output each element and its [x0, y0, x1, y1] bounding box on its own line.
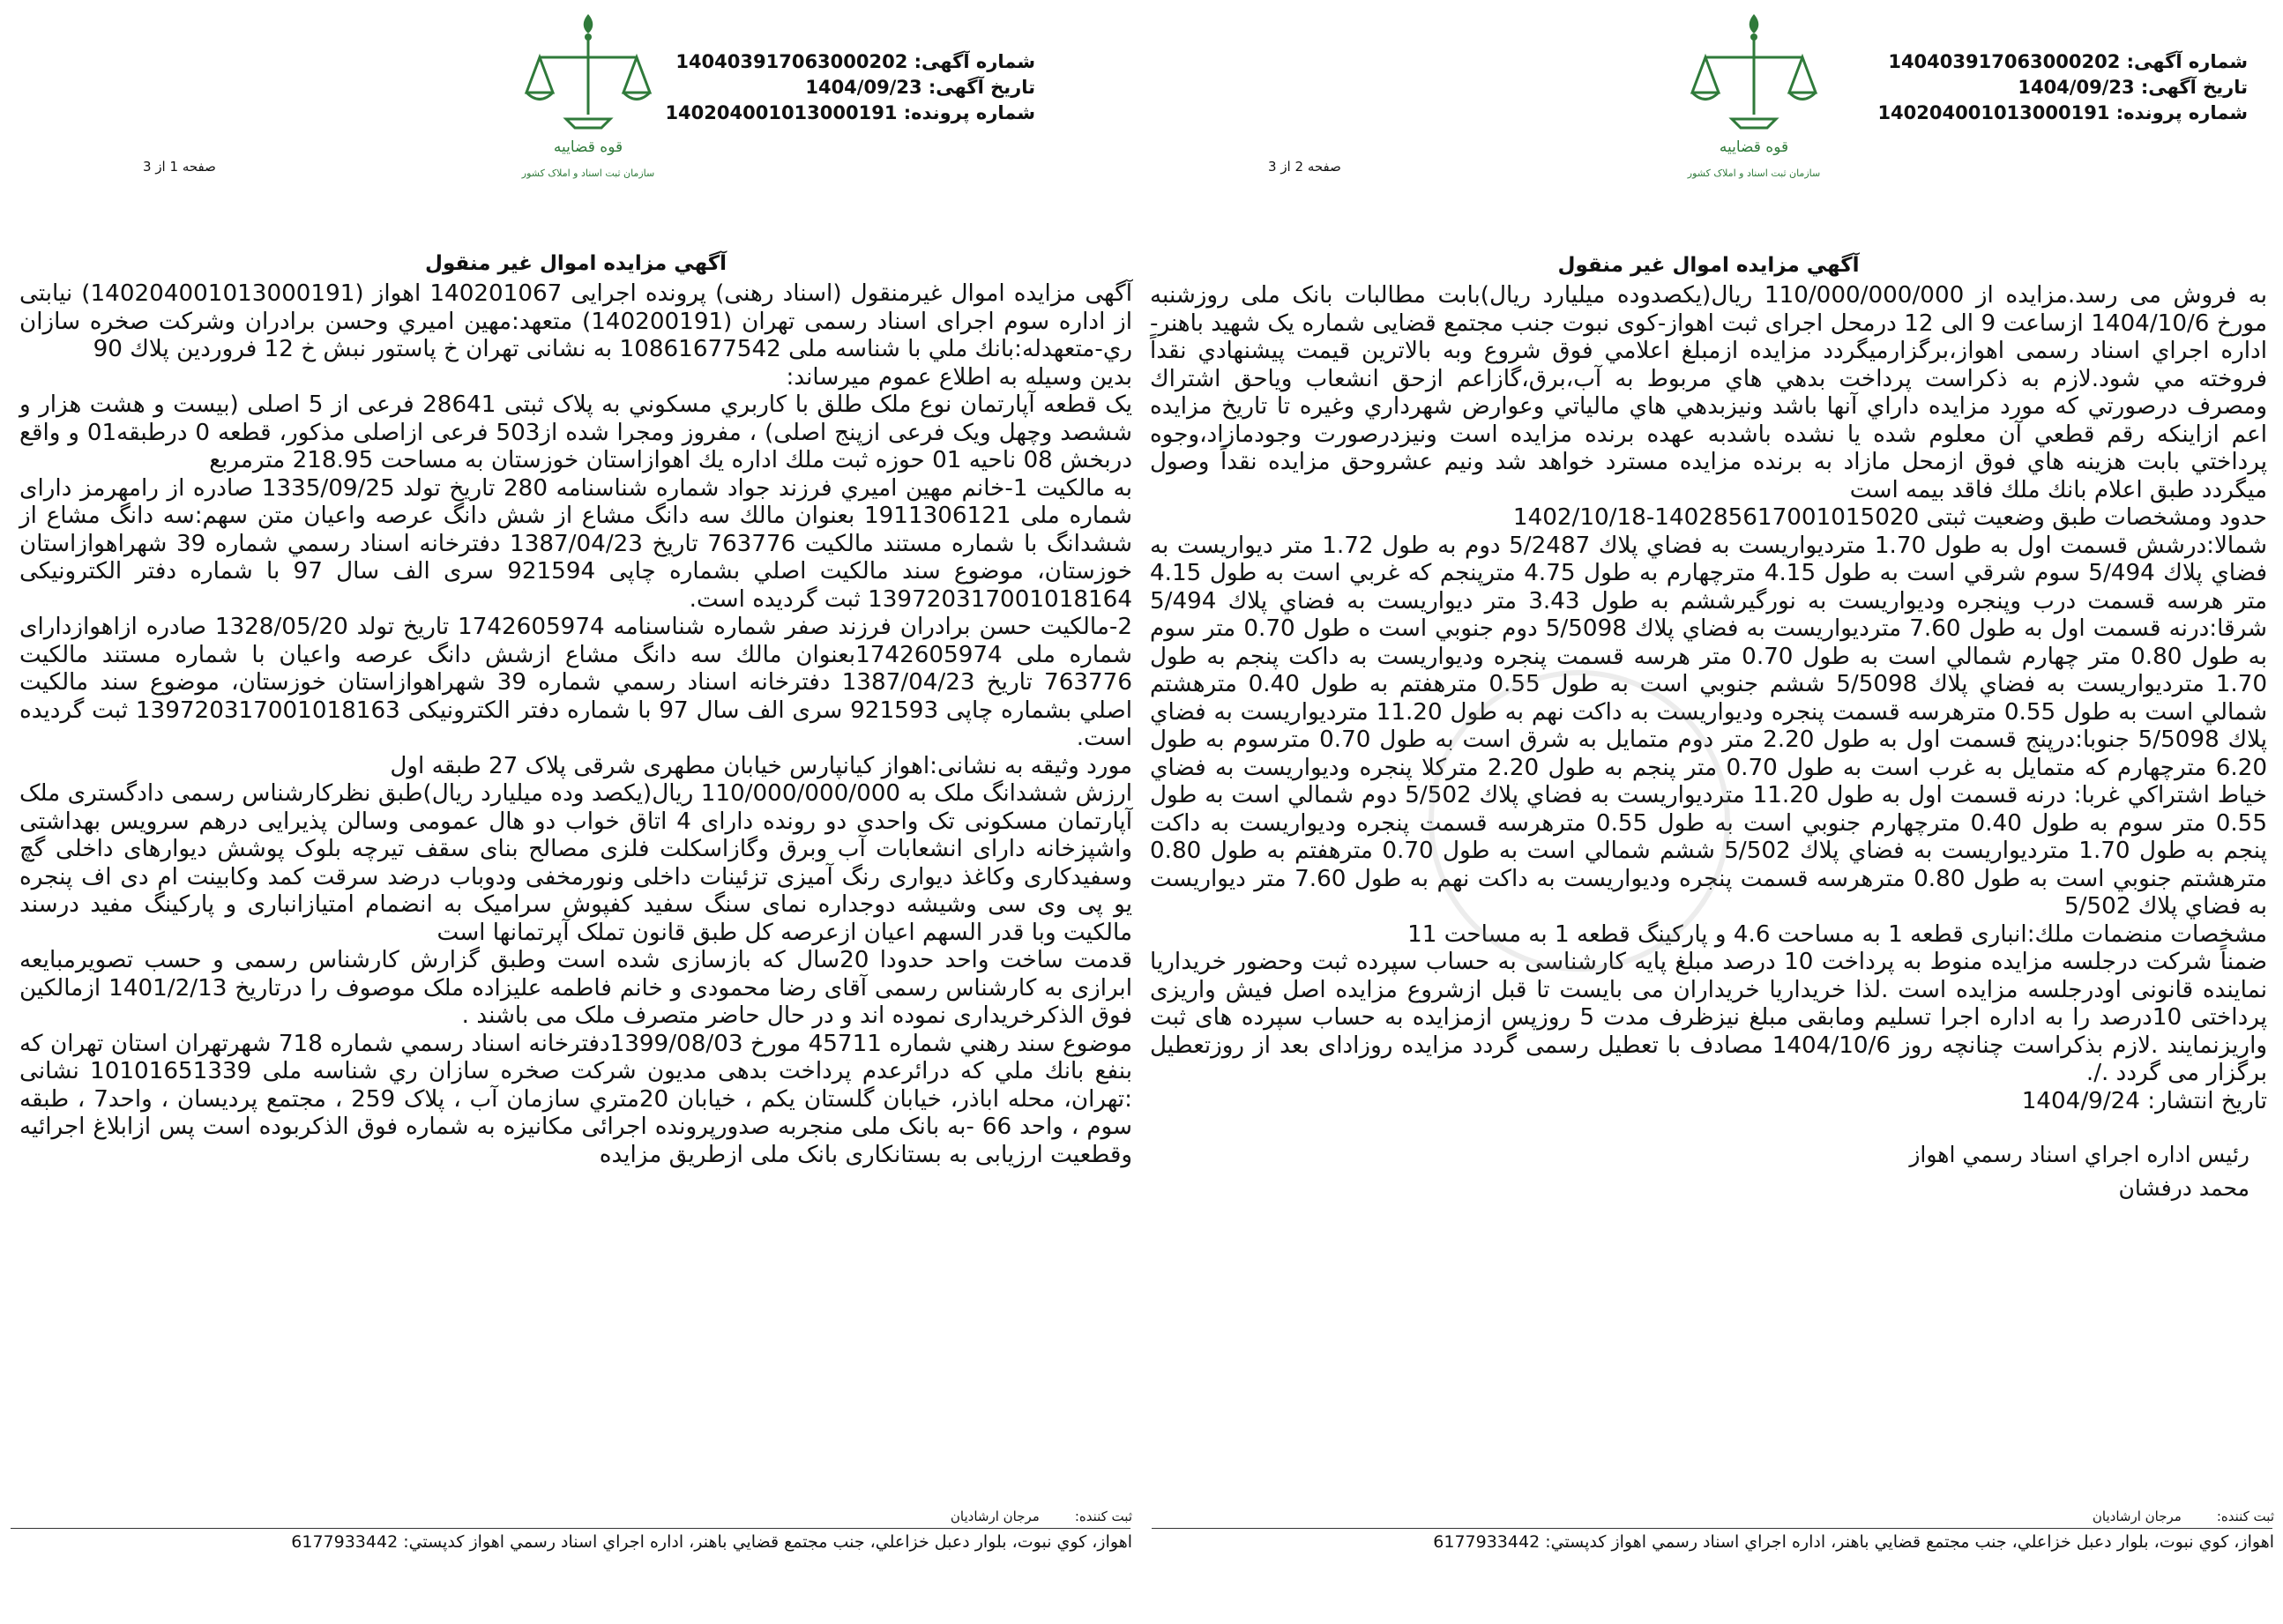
signature-name: محمد درفشان [2118, 1175, 2249, 1201]
paragraph: قدمت ساخت واحد حدودا 20سال که بازسازی شده است وطبق گزارش کارشناس رسمی و حسب تصویرمبایعه ابرازی به کارشناس رسمی آقای رضا محمودی و خانم فاطمه علیزاده ملک موصوف را درتاریخ 1401/2/13 ازمالکین فوق الذکرخریداری نموده اند و در حال حاضر متصرف ملک می باشند . [19, 947, 1133, 1029]
ad-meta [1877, 49, 2248, 126]
paragraph: به مالکيت 1-خانم مهين اميري فرزند جواد شماره شناسنامه 280 تاريخ تولد 1335/09/25 صادره از رامهرمز دارای شماره ملی 1911306121 بعنوان مالك سه دانگ مشاع از شش دانگ عرصه واعيان متن سهم:سه دانگ مشاع از ششدانگ با شماره مستند مالكيت 763776 تاریخ 1387/04/23 دفترخانه اسناد رسمي شماره 39 شهراهوازاستان خوزستان، موضوع سند مالكيت اصلي بشماره چاپی 921594 سری الف سال 97 با شماره دفتر الکترونیکی 139720317001018164 ثبت گرديده است. [19, 474, 1133, 613]
ad-number: شماره آگهی: 140403917063000202 [1888, 51, 2248, 72]
publish-date: تاریخ انتشار: 1404/9/24 [2021, 1087, 2267, 1114]
page-header [1150, 0, 2267, 220]
page-footer [1150, 1505, 2274, 1555]
paragraph: 2-مالکيت حسن برادران فرزند صفر شماره شناسنامه 1742605974 تاريخ تولد 1328/05/20 صادره ازاهوازدارای شماره ملی 1742605974بعنوان مالك سه دانگ مشاع ازشش دانگ عرصه واعيان با شماره مستند مالكيت 763776 تاریخ 1387/04/23 دفترخانه اسناد رسمي شماره 39 شهراهوازاستان خوزستان، موضوع سند مالكيت اصلي بشماره چاپی 921593 سری الف سال 97 با شماره دفتر الکترونیکی 139720317001018163 ثبت گرديده است. [19, 614, 1132, 751]
document-title: آگهي مزايده اموال غير منقول [424, 252, 727, 275]
paragraph: حدود ومشخصات طبق وضعيت ثبتی 140285617001015020-1402/10/18 [1512, 504, 2267, 531]
registrar-label: ثبت کننده: [2216, 1509, 2274, 1524]
svg-text:قوه قضاییه: قوه قضاییه [1719, 138, 1789, 156]
document-body [1150, 282, 2267, 1115]
paragraph: مورد وثيقه به نشانی:اهواز کیانپارس خیابان مطهری شرقی پلاک 27 طبقه اول [390, 752, 1132, 779]
ad-number: شماره آگهی: 140403917063000202 [675, 51, 1035, 72]
file-number: شماره پرونده: 140204001013000191 [1877, 102, 2248, 123]
page-header [19, 0, 1132, 220]
paragraph: مشخصات منضمات ملك:انباری قطعه 1 به مساحت 4.6 و پارکینگ قطعه 1 به مساحت 11 [1407, 920, 2267, 948]
judiciary-emblem-icon [1679, 9, 1829, 190]
paragraph: ضمناً شرکت درجلسه مزایده منوط به پرداخت 10 درصد مبلغ پایه کارشناسی به حساب سپرده ثبت وحضور خریداریا نماینده قانونی اودرجلسه مزایده است .لذا خریداریا خریداران می بایست تا قبل ازشروع مزایده اصل فیش واریزی پرداختی 10درصد را به اداره اجرا تسلیم ومابقی مبلغ نیزظرف مدت 5 روزپس ازمزایده به حساب سپرده های ثبت واریزنمایند .لازم بذکراست چنانچه روز 1404/10/6 مصادف با تعطیل رسمی گردد مزایده روزادای بعد از روزتعطیل برگزار می گردد ./. [1150, 949, 2267, 1086]
judiciary-emblem-icon [513, 9, 663, 190]
paragraph: ارزش ششدانگ ملک به 110/000/000/000 ریال(یکصد وده میلیارد ریال)طبق نظرکارشناس رسمی دادگستری ملک آپارتمان مسکونی تک واحدی دو رونده دارای 4 اتاق خواب دو هال عمومی وسالن پذیرایی درهم سرویس بهداشتی واشپزخانه دارای انشعابات آب وبرق وگازاسکلت فلزی مصالح بنای سقف تیرچه بلوک پوشش دیوارهای داخلی گچ وسفیدکاری وکاغذ دیواری رنگ آمیزی تزئینات داخلی ونورمخفی ودوباب درضد سرقت کمد وکابینت ام دی اف پنجره یو پی وی سی وشیشه دوجداره نمای سنگ سفید کفپوش سرامیک به انضمام امتیازانباری و پارکینگ مفید درسند مالکیت وبا قدر السهم اعیان ازعرصه کل طبق قانون تملک آپرتمانها است [19, 780, 1132, 946]
ad-date: تاریخ آگهی: 1404/09/23 [805, 77, 1035, 98]
paragraph: به فروش می رسد.مزایده از 110/000/000/000 ریال(یکصدوده میلیارد ریال)بابت مطالبات بانک ملی روزشنبه مورخ 1404/10/6 ازساعت 9 الی 12 درمحل اجرای ثبت اهواز-کوی نبوت جنب مجتمع قضایی شماره یک شهید باهنر-اداره اجراي اسناد رسمی اهواز،برگزارمیگردد مزایده ازمبلغ اعلامي فوق شروع وبه بالاترين قيمت پيشنهادي نقداً فروخته مي شود.لازم به ذكراست پرداخت بدهي هاي مربوط به آب،برق،گازاعم ازحق انشعاب وياحق اشتراك ومصرف درصورتي كه مورد مزايده داراي آنها باشد ونيزبدهي هاي مالياتي وعوارض شهرداري وغيره تا تاريخ مزايده اعم ازاينكه رقم قطعي آن معلوم شده يا نشده باشدبه عهده برنده مزايده است ونيزدرصورت وجودمازاد،وجوه پرداختي بابت هزينه هاي فوق ازمحل مازاد به برنده مزايده مسترد خواهد شد ونيم عشروحق مزايده نقداً وصول ميگردد طبق اعلام بانك ملك فاقد بيمه است [1150, 282, 2267, 503]
page-number: صفحه 2 از 3 [1268, 159, 1341, 175]
document-page-2 [1141, 0, 2283, 1624]
svg-text:قوه قضاییه: قوه قضاییه [553, 138, 623, 156]
footer-address: اهواز، كوي نبوت، بلوار دعبل خزاعلي، جنب مجتمع قضايي باهنر، اداره اجراي اسناد رسمي اهواز كدپستي: 6177933442 [1433, 1532, 2274, 1552]
ad-date: تاریخ آگهی: 1404/09/23 [2018, 77, 2248, 98]
svg-text:سازمان ثبت اسناد و املاک کشور: سازمان ثبت اسناد و املاک کشور [1687, 168, 1821, 179]
document-page-1 [0, 0, 1141, 1624]
footer-address: اهواز، كوي نبوت، بلوار دعبل خزاعلي، جنب مجتمع قضايي باهنر، اداره اجراي اسناد رسمي اهواز كدپستي: 6177933442 [291, 1532, 1132, 1552]
signature-block [1150, 1138, 2267, 1205]
document-body [19, 280, 1132, 1169]
paragraph: بدين وسيله به اطلاع عموم ميرساند: [786, 363, 1132, 391]
paragraph: موضوع سند رهني شماره 45711 مورخ 1399/08/03دفترخانه اسناد رسمي شماره 718 شهرتهران استان تهران که بنفع بانك ملي که درائرعدم پرداخت بدهی مدیون شرکت صخره سازان ري شناسه ملی 10101651339 نشانی :تهران، محله اباذر، خیابان گلستان یکم ، خیابان 20متري سازمان آب ، پلاک 259 ، مجتمع پردیسان ، واحد7 ، طبقه سوم ، واحد 66 -به بانک ملی منجربه صدورپرونده اجرائی مکانیزه به شماره فوق الذکربوده است پس ازابلاغ اجرائیه وقطعیت ارزیابی به بستانکاری بانک ملی ازطریق مزایده [19, 1030, 1133, 1168]
registrar-name: مرجان ارشادیان [2092, 1509, 2182, 1524]
file-number: شماره پرونده: 140204001013000191 [665, 102, 1035, 123]
paragraph: يک قطعه آپارتمان نوع ملک طلق با کاربري مسکوني به پلاک ثبتی 28641 فرعی از 5 اصلی (بیست و هشت هزار و ششصد وچهل ویک فرعی ازپنج اصلی) ، مفروز ومجرا شده از503 فرعی ازاصلی مذکور، قطعه 0 درطبقه01 و واقع دربخش 08 ناحيه 01 حوزه ثبت ملك اداره يك اهوازاستان خوزستان به مساحت 218.95 مترمربع [19, 391, 1132, 473]
registrar [1150, 1505, 2274, 1528]
registrar-name: مرجان ارشادیان [950, 1509, 1040, 1524]
paragraph: شمالا:درشش قسمت اول به طول 1.70 متردیواریست به فضاي پلاك 5/2487 دوم به طول 1.72 متر ديواريست به فضاي پلاك 5/494 سوم شرقي است به طول 4.15 مترچهارم به طول 4.75 مترپنجم كه غربي است به طول 4.15 متر هرسه قسمت درب وپنجره وديواريست به نورگيرششم به طول 3.43 متر ديواريست به فضاي پلاك 5/494 شرقا:درنه قسمت اول به طول 7.60 متردیواریست به فضاي پلاك 5/5098 دوم جنوبي است ه طول 0.70 متر سوم به طول 0.80 متر چهارم شمالي است به طول 0.70 متر هرسه قسمت پنجره وديواريست به داكت پنجم به طول 1.70 متردیواریست به فضاي پلاك 5/5098 ششم جنوبي است به طول 0.55 مترهفتم به طول 0.40 مترهشتم شمالي است به طول 0.55 مترهرسه قسمت پنجره وديواريست به داكت نهم به طول 11.20 متردیواریست به فضاي پلاك 5/5098 جنوبا:درپنج قسمت اول به طول 2.20 متر دوم متمايل به شرق است به طول 0.70 مترسوم به طول 6.20 مترچهارم كه متمايل به غرب است به طول 0.70 متر پنجم به طول 2.20 متركلا پنجره وديواريست به فضاي خياط اشتراكي غربا: درنه قسمت اول به طول 11.20 متردیواریست به فضاي پلاك 5/502 دوم شمالي است به طول 0.55 متر سوم به طول 0.40 مترچهارم جنوبي است به طول 0.55 مترهرسه قسمت پنجره وديواريست به داكت پنجم به طول 1.70 متردیواریست به فضاي پلاك 5/502 ششم شمالي است به طول 0.70 مترهفتم به طول 0.80 مترهشتم جنوبي است به طول 0.80 مترهرسه قسمت پنجره وديواريست به داكت نهم به طول 7.60 متر ديواريست به فضاي پلاك 5/502 [1150, 532, 2268, 920]
document-title: آگهي مزايده اموال غير منقول [1557, 254, 1860, 277]
page-footer [9, 1505, 1132, 1555]
registrar-label: ثبت کننده: [1074, 1509, 1132, 1524]
svg-text:سازمان ثبت اسناد و املاک کشور: سازمان ثبت اسناد و املاک کشور [521, 168, 655, 179]
signature-title: رئيس اداره اجراي اسناد رسمي اهواز [1909, 1142, 2249, 1167]
ad-meta [665, 49, 1035, 126]
registrar [9, 1505, 1132, 1528]
paragraph: آگهی مزایده اموال غیرمنقول (اسناد رهنی) پرونده اجرایی 140201067 اهواز (140204001013000191) نیابتی از اداره سوم اجرای اسناد رسمی تهران (140200191) متعهد:مهين اميري وحسن برادران وشركت صخره سازان ري-متعهدله:بانك ملي با شناسه ملی 10861677542 به نشانی تهران خ پاستور نبش خ 12 فروردين پلاك 90 [19, 280, 1132, 362]
page-number: صفحه 1 از 3 [143, 159, 216, 175]
